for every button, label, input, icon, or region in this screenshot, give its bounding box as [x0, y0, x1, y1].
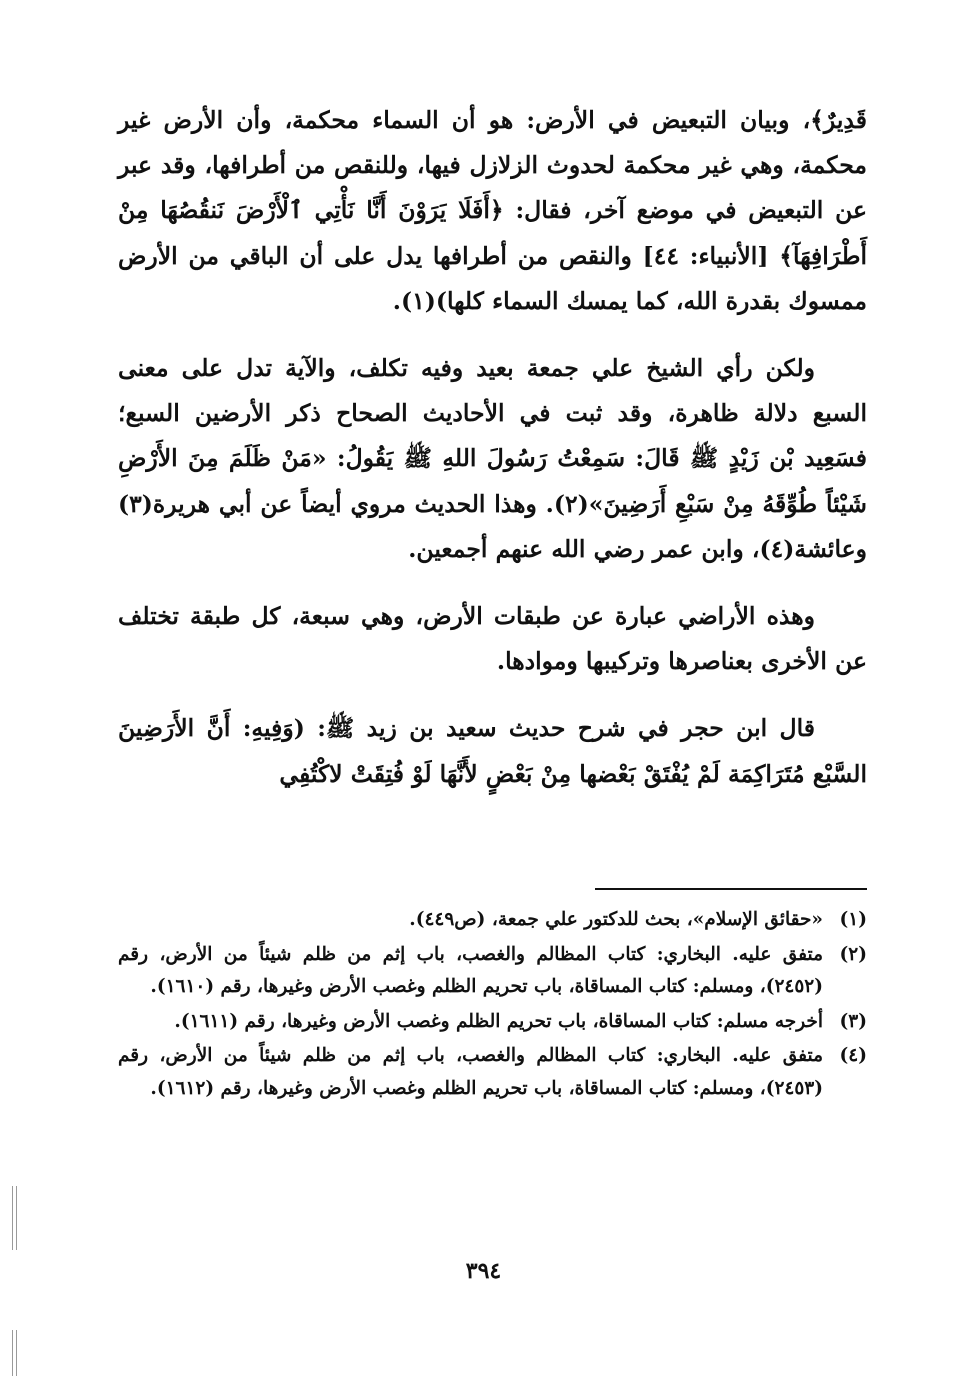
paragraph-3: وهذه الأراضي عبارة عن طبقات الأرض، وهي سبعة، كل طبقة تختلف عن الأخرى بعناصرها وتركيبها وموادها. [118, 602, 867, 676]
footnote-number: (٣) [839, 1010, 867, 1032]
footnote-divider [595, 888, 867, 890]
main-text [118, 98, 867, 819]
footnote-3 [118, 1006, 867, 1039]
footnotes [118, 904, 867, 1107]
scan-edge-line [16, 1330, 17, 1376]
footnote-text: متفق عليه. البخاري: كتاب المظالم والغصب، باب إثم من ظلم شيئاً من الأرض، رقم (٢٤٥٣)، ومسلم: كتاب المساقاة، باب تحريم الظلم وغصب الأرض وغيرها، رقم (١٦١٢). [118, 1045, 823, 1099]
footnote-text: أخرجه مسلم: كتاب المساقاة، باب تحريم الظلم وغصب الأرض وغيرها، رقم (١٦١١). [174, 1010, 823, 1032]
footnote-text: «حقائق الإسلام»، بحث للدكتور علي جمعة، (ص٤٤٩). [409, 909, 823, 930]
footnote-text: متفق عليه. البخاري: كتاب المظالم والغصب، باب إثم من ظلم شيئاً من الأرض، رقم (٢٤٥٢)، ومسلم: كتاب المساقاة، باب تحريم الظلم وغصب الأرض وغيرها، رقم (١٦١٠). [118, 943, 823, 997]
paragraph-4: قال ابن حجر في شرح حديث سعيد بن زيد ﷺ: (وَفِيهِ: أَنَّ الأَرَضِينَ السَّبْع مُتَرَاكِمَة لَمْ يُفْتَقْ بَعْضها مِنْ بَعْضٍ لأَنَّهَا لَوْ فُتِقَتْ لاكْتُفِي [118, 714, 867, 788]
footnote-number: (٤) [839, 1045, 867, 1066]
footnote-1 [118, 904, 867, 937]
scan-edge-line [12, 1186, 13, 1250]
footnote-number: (١) [839, 909, 867, 930]
paragraph-2: ولكن رأي الشيخ علي جمعة بعيد وفيه تكلف، والآية تدل على معنى السبع دلالة ظاهرة، وقد ثبت في الأحاديث الصحاح ذكر الأرضين السبع؛ فسَعِيد بْن زَيْدٍ ﷺ قَالَ: سَمِعْتُ رَسُولَ اللهِ ﷺ يَقُولُ: «مَنْ ظَلَمَ مِنَ الأَرْضِ شَيْئاً طُوِّقَهُ مِنْ سَبْعِ أَرَضِينَ»(٢). وهذا الحديث مروي أيضاً عن أبي هريرة(٣) وعائشة(٤)، وابن عمر رضي الله عنهم أجمعين. [118, 354, 867, 563]
paragraph-1: قَدِيرٌ﴾، وبيان التبعيض في الأرض: هو أن السماء محكمة، وأن الأرض غير محكمة، وهي غير محكمة لحدوث الزلازل فيها، وللنقص من أطرافها، وقد عبر عن التبعيض في موضع آخر، فقال: ﴿أَفَلَا يَرَوْنَ أَنَّا نَأْتِي ٱلْأَرْضَ نَنقُصُهَا مِنْ أَطْرَافِهَآ﴾ [الأنبياء: ٤٤] والنقص من أطرافها يدل على أن الباقي من الأرض ممسوك بقدرة الله، كما يمسك السماء كلها)(١). [118, 106, 867, 315]
footnote-number: (٢) [839, 943, 867, 965]
page-number: ٣٩٤ [465, 1258, 502, 1284]
footnote-4 [118, 1040, 867, 1105]
scan-edge-line [12, 1330, 13, 1376]
scan-edge-line [16, 1186, 17, 1250]
footnote-2 [118, 939, 867, 1004]
